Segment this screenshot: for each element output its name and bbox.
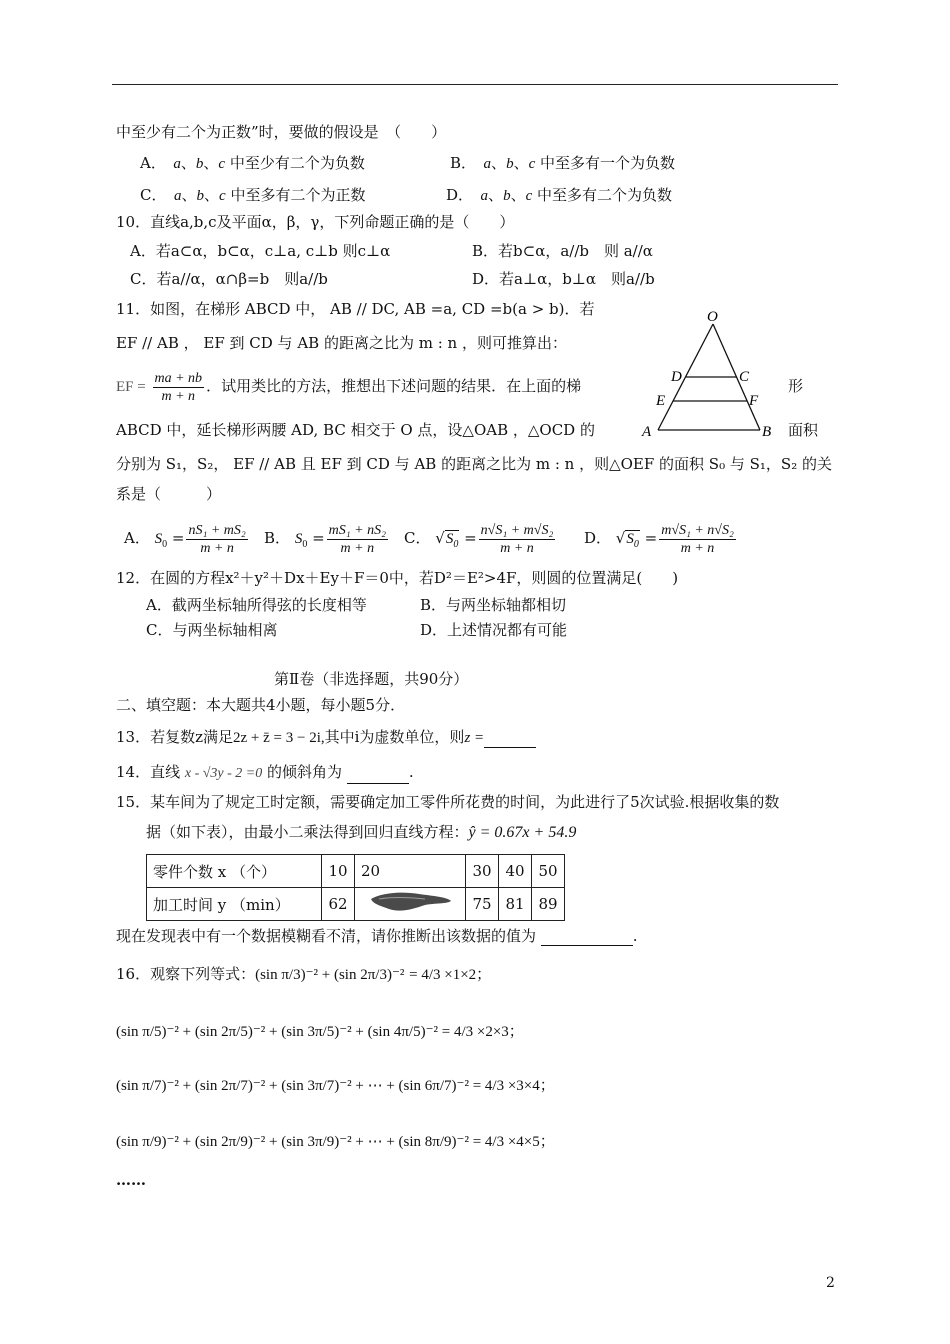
q11-line2: EF // AB ， EF 到 CD 与 AB 的距离之比为 m : n ，则可推算出：: [116, 334, 567, 352]
label-f: F: [749, 393, 759, 409]
table-cell: 50: [532, 855, 565, 888]
q14-answer-blank[interactable]: [347, 783, 409, 784]
q16-eq-1-rhs: = 4/3 ×1×2；: [409, 967, 492, 983]
part2-title: 第Ⅱ卷（非选择题，共90分）: [274, 670, 469, 688]
q10-option-c: C．若a//α，α∩β=b 则a//b: [130, 270, 328, 288]
blurred-cell: [355, 888, 466, 921]
ef-fraction: $\frac{ma + nb}{m + n}$: [154, 370, 203, 404]
label-a: A: [642, 424, 652, 440]
table-cell: 62: [322, 888, 355, 921]
table-cell: 81: [499, 888, 532, 921]
q9-option-a: A． a、b、c 中至少有二个为负数: [140, 154, 365, 172]
data-table: [146, 854, 565, 921]
label-b: B: [762, 424, 772, 440]
q13-answer-blank[interactable]: [484, 747, 536, 748]
q16-eq-2: (sin π/5)⁻² + (sin 2π/5)⁻² + (sin 3π/5)⁻² + (sin 4π/5)⁻² = 4/3 ×2×3；: [116, 1024, 524, 1040]
q11-line3-end: 形: [788, 377, 804, 395]
q10-stem: 10．直线a,b,c及平面α，β，γ，下列命题正确的是（ ）: [116, 213, 515, 231]
q16-eq-4: (sin π/9)⁻² + (sin 2π/9)⁻² + (sin 3π/9)⁻² + ⋯ + (sin 8π/9)⁻² = 4/3 ×4×5；: [116, 1134, 555, 1150]
q16-stem-line: 16．观察下列等式：(sin π/3)⁻² + (sin 2π/3)⁻² = 4/3 ×1×2；: [116, 965, 492, 983]
table-cell: 30: [466, 855, 499, 888]
q16-eq-1-terms: (sin π/3)⁻² + (sin 2π/3)⁻²: [255, 967, 405, 983]
q12-option-b: B．与两坐标轴都相切: [420, 596, 567, 614]
table-cell: 10: [322, 855, 355, 888]
q11-line3: EF = $\frac{ma + nb}{m + n}$ ．试用类比的方法，推想出下述问题的结果．在上面的梯: [116, 370, 582, 404]
table-cell: 75: [466, 888, 499, 921]
label-e: E: [656, 393, 666, 409]
label-c: C: [739, 369, 750, 385]
q15-line3: 现在发现表中有一个数据模糊看不清，请你推断出该数据的值为 .: [116, 927, 638, 945]
q15-answer-blank[interactable]: [541, 945, 633, 946]
q16-ellipsis: ……: [116, 1171, 146, 1189]
q12-stem: 12．在圆的方程x²＋y²＋Dx＋Ey＋F＝0中，若D²＝E²>4F，则圆的位置满足( ): [116, 569, 679, 587]
q11-option-d: D． $√S_0$ = $\frac{\text{m√S₁ + n√S₂}}{m + n}$: [584, 522, 734, 556]
q14: 14．直线 x - √3y - 2 =0 的倾斜角为 .: [116, 762, 414, 784]
table-cell: 89: [532, 888, 565, 921]
q12-option-a: A．截两坐标轴所得弦的长度相等: [146, 596, 367, 614]
q9-option-b: B． a、b、c 中至多有一个为负数: [450, 154, 676, 172]
q11-option-a: A． $S_0$ = $\frac{\text{nS₁ + mS₂}}{m + n}$: [124, 522, 246, 556]
q10-option-b: B．若b⊂α，a//b 则 a//α: [472, 242, 653, 260]
q10-option-a: A．若a⊂α，b⊂α，c⊥a, c⊥b 则c⊥α: [130, 242, 391, 260]
q15-line2: 据（如下表），由最小二乘法得到回归直线方程：ŷ = 0.67x + 54.9: [146, 823, 577, 841]
table-row: [147, 888, 565, 921]
q11-line6: 系是（ ）: [116, 485, 222, 503]
table-row: [147, 855, 565, 888]
ink-smudge: [367, 889, 453, 915]
row-label-time: 加工时间 y （min）: [147, 888, 322, 921]
label-d: D: [671, 369, 682, 385]
q12-option-d: D．上述情况都有可能: [420, 621, 568, 639]
q16-eq-3: (sin π/7)⁻² + (sin 2π/7)⁻² + (sin 3π/7)⁻² + ⋯ + (sin 6π/7)⁻² = 4/3 ×3×4；: [116, 1078, 555, 1094]
label-o: O: [707, 309, 718, 325]
q13: 13．若复数z满足2z + z̄ = 3 − 2i,其中i为虚数单位，则z =: [116, 727, 536, 748]
q11-option-b: B． $S_0$ = $\frac{\text{mS₁ + nS₂}}{m + n}$: [264, 522, 386, 556]
table-cell: 40: [499, 855, 532, 888]
page-number: 2: [826, 1275, 835, 1291]
q9-option-d: D． a、b、c 中至多有二个为负数: [446, 186, 673, 204]
q10-option-d: D．若a⊥α，b⊥α 则a//b: [472, 270, 655, 288]
q11-line5: 分别为 S₁，S₂， EF // AB 且 EF 到 CD 与 AB 的距离之比为 m : n ，则△OEF 的面积 S₀ 与 S₁，S₂ 的关: [116, 455, 832, 473]
header-rule: [112, 84, 838, 85]
fill-in-heading: 二、填空题：本大题共4小题，每小题5分．: [116, 696, 406, 714]
q12-option-c: C．与两坐标轴相离: [146, 621, 278, 639]
row-label-count: 零件个数 x （个）: [147, 855, 322, 888]
trapezoid-figure: [636, 306, 786, 442]
q11-line1: 11．如图，在梯形 ABCD 中， AB // DC, AB =a, CD =b(a > b)．若: [116, 300, 595, 318]
q15-line1: 15．某车间为了规定工时定额，需要确定加工零件所花费的时间，为此进行了5次试验.根据收集的数: [116, 793, 780, 811]
q9-option-c: C． a、b、c 中至多有二个为正数: [140, 186, 366, 204]
q11-line4: ABCD 中，延长梯形两腰 AD, BC 相交于 O 点，设△OAB ，△OCD 的: [116, 421, 595, 439]
q11-option-c: C． $√S_0$ = $\frac{\text{n√S₁ + m√S₂}}{m + n}$: [404, 522, 554, 556]
q9-stem: 中至少有二个为正数”时，要做的假设是 （ ）: [116, 123, 447, 141]
table-cell: 20: [355, 855, 466, 888]
q11-line4-end: 面积: [788, 421, 819, 439]
